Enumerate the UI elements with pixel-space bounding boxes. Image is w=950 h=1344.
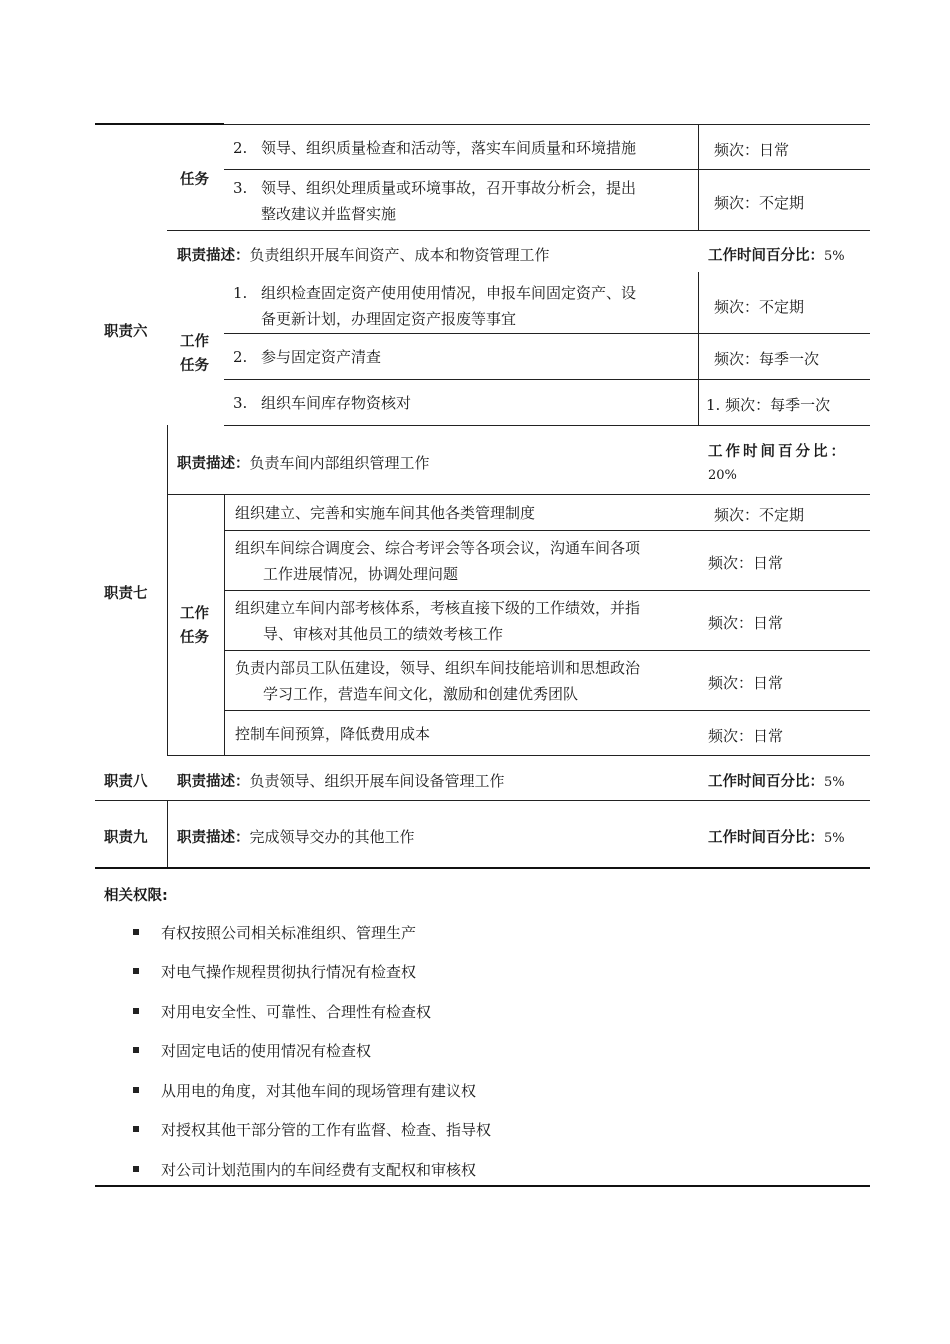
duty7-pct-row <box>708 440 848 488</box>
authority-item <box>133 1119 491 1140</box>
task-text: 负责内部员工队伍建设，领导、组织车间技能培训和思想政治 <box>235 659 641 677</box>
duty7-task-row <box>235 595 640 647</box>
duty7-desc: 负责车间内部组织管理工作 <box>249 454 430 472</box>
task-text-cont: 工作进展情况，协调处理问题 <box>263 565 459 583</box>
rule-9 <box>224 650 870 651</box>
pct-label: 工作时间百分比： <box>708 248 824 264</box>
authority-item <box>133 1001 431 1022</box>
vline-d7-left <box>167 425 168 755</box>
task-num: 1. <box>233 284 248 302</box>
task-text: 组织车间综合调度会、综合考评会等各项会议，沟通车间各项 <box>235 539 641 557</box>
task-frequency: 频次：不定期 <box>714 298 805 316</box>
duty7-pct: 20% <box>708 468 737 483</box>
duty9-desc-row <box>177 826 415 847</box>
pct-label: 工作时间百分比： <box>708 774 824 790</box>
duty7-task-row <box>235 535 640 587</box>
duty6-task-row <box>233 280 636 332</box>
pct-label: 工作时间百分比： <box>708 444 848 460</box>
duty9-desc: 完成领导交办的其他工作 <box>249 828 415 846</box>
work-task-label <box>180 330 209 378</box>
task-num: 3. <box>233 179 248 197</box>
duty8-pct-row <box>708 770 845 791</box>
rule-5 <box>224 425 870 426</box>
task-num: 2. <box>233 139 248 157</box>
task-row <box>233 135 636 161</box>
authority-item <box>133 1159 476 1180</box>
rule-13 <box>95 867 870 869</box>
duty6-desc: 负责组织开展车间资产、成本和物资管理工作 <box>249 246 550 264</box>
duty7-task-row <box>235 655 640 707</box>
rule-2 <box>167 230 870 231</box>
pct-label: 工作时间百分比： <box>708 830 824 846</box>
duty9-label: 职责九 <box>104 830 148 846</box>
authority-title: 相关权限: <box>104 888 168 904</box>
duty6-label: 职责六 <box>104 324 148 340</box>
duty7-task-row <box>235 500 535 526</box>
authority-item-text: 有权按照公司相关标准组织、管理生产 <box>161 924 417 942</box>
task-text: 组织建立车间内部考核体系，考核直接下级的工作绩效，并指 <box>235 599 641 617</box>
desc-label: 职责描述： <box>177 830 250 846</box>
top-left-rule <box>95 123 224 125</box>
authority-item-text: 从用电的角度，对其他车间的现场管理有建议权 <box>161 1082 477 1100</box>
duty6-desc-row <box>177 244 550 265</box>
bullet-icon <box>133 1166 139 1172</box>
rule-10 <box>224 710 870 711</box>
task-frequency: 频次：不定期 <box>714 506 805 524</box>
work-task-label-l2: 任务 <box>180 358 209 374</box>
duty8-pct: 5% <box>824 775 845 790</box>
authority-item-text: 对电气操作规程贯彻执行情况有检查权 <box>161 963 417 981</box>
rule-8 <box>224 590 870 591</box>
authority-item <box>133 961 416 982</box>
top-right-rule <box>224 124 870 125</box>
work-task-label-l2: 任务 <box>180 630 209 646</box>
desc-label: 职责描述： <box>177 248 250 264</box>
task-text: 领导、组织处理质量或环境事故，召开事故分析会，提出 <box>261 179 637 197</box>
vline-freq-d6 <box>698 272 699 425</box>
task-label: 任务 <box>180 172 209 188</box>
duty6-pct-row <box>708 244 845 265</box>
duty7-task-row <box>235 721 430 747</box>
rule-11 <box>167 755 870 756</box>
authority-item-text: 对授权其他干部分管的工作有监督、检查、指导权 <box>161 1121 492 1139</box>
duty6-task-row <box>233 390 411 416</box>
duty9-pct-row <box>708 826 845 847</box>
work-task-label-l1: 工作 <box>180 606 209 622</box>
duty7-desc-row <box>177 452 430 473</box>
bullet-icon <box>133 968 139 974</box>
task-frequency: 频次：不定期 <box>714 194 805 212</box>
desc-label: 职责描述： <box>177 774 250 790</box>
task-text: 组织车间库存物资核对 <box>261 394 412 412</box>
bullet-icon <box>133 1008 139 1014</box>
task-num: 3. <box>233 394 248 412</box>
task-row <box>233 175 636 227</box>
authority-item <box>133 1080 476 1101</box>
bottom-rule <box>95 1185 870 1187</box>
rule-4 <box>224 379 870 380</box>
task-frequency: 频次：日常 <box>708 554 784 572</box>
authority-item <box>133 922 416 943</box>
authority-item-text: 对用电安全性、可靠性、合理性有检查权 <box>161 1003 432 1021</box>
task-frequency: 频次：每季一次 <box>714 350 820 368</box>
work-task-label-l1: 工作 <box>180 334 209 350</box>
task-text-cont: 学习工作，营造车间文化，激励和创建优秀团队 <box>263 685 579 703</box>
rule-1 <box>224 169 870 170</box>
bullet-icon <box>133 1047 139 1053</box>
task-frequency: 频次：日常 <box>708 674 784 692</box>
task-text: 领导、组织质量检查和活动等，落实车间质量和环境措施 <box>261 139 637 157</box>
duty8-desc: 负责领导、组织开展车间设备管理工作 <box>249 772 505 790</box>
duty6-pct: 5% <box>824 249 845 264</box>
task-text: 组织建立、完善和实施车间其他各类管理制度 <box>235 504 536 522</box>
task-text-cont: 备更新计划，办理固定资产报废等事宜 <box>261 310 517 328</box>
task-text: 组织检查固定资产使用使用情况，申报车间固定资产、设 <box>261 284 637 302</box>
task-frequency: 频次：日常 <box>714 141 790 159</box>
task-text-cont: 导、审核对其他员工的绩效考核工作 <box>263 625 504 643</box>
task-frequency: 频次：日常 <box>708 727 784 745</box>
vline-freq-top <box>698 124 699 230</box>
task-num: 2. <box>233 348 248 366</box>
duty8-label: 职责八 <box>104 774 148 790</box>
task-text: 参与固定资产清查 <box>261 348 382 366</box>
rule-12 <box>95 800 870 801</box>
duty6-task-row <box>233 344 381 370</box>
task-frequency: 1. 频次：每季一次 <box>706 396 831 414</box>
bullet-icon <box>133 929 139 935</box>
rule-7 <box>224 530 870 531</box>
rule-3 <box>224 333 870 334</box>
vline-d7-tasks <box>224 494 225 755</box>
duty9-pct: 5% <box>824 831 845 846</box>
duty7-label: 职责七 <box>104 586 148 602</box>
task-text: 控制车间预算，降低费用成本 <box>235 725 431 743</box>
authority-item <box>133 1040 371 1061</box>
task-frequency: 频次：日常 <box>708 614 784 632</box>
authority-item-text: 对公司计划范围内的车间经费有支配权和审核权 <box>161 1161 477 1179</box>
vline-d9-left <box>167 800 168 867</box>
work-task-label <box>180 602 209 650</box>
desc-label: 职责描述： <box>177 456 250 472</box>
task-text-cont: 整改建议并监督实施 <box>261 205 397 223</box>
bullet-icon <box>133 1126 139 1132</box>
bullet-icon <box>133 1087 139 1093</box>
duty8-desc-row <box>177 770 505 791</box>
authority-item-text: 对固定电话的使用情况有检查权 <box>161 1042 372 1060</box>
rule-6 <box>167 494 870 495</box>
